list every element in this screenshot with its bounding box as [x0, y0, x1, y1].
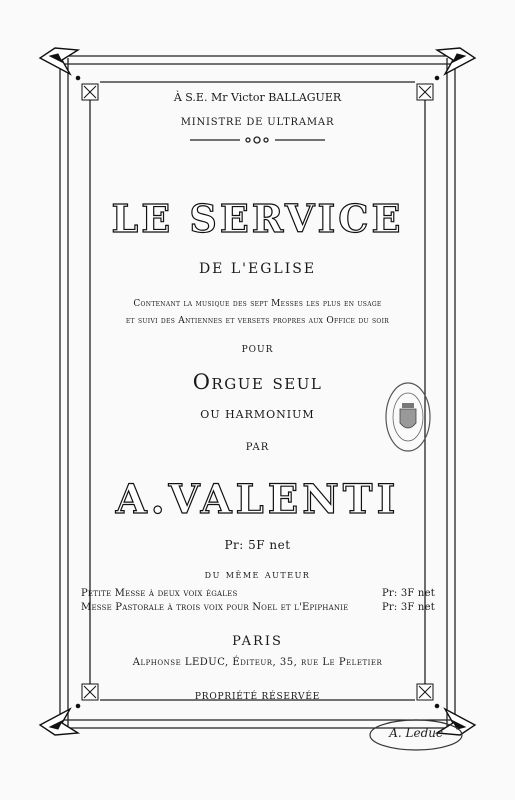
work-title: Messe Pastorale à trois voix pour Noel et l'Epiphanie: [81, 602, 349, 613]
subtitle: DE L'EGLISE: [198, 261, 317, 277]
price: Pr: 5F net: [224, 538, 291, 552]
rights-notice: PROPRIÉTÉ RÉSERVÉE: [194, 692, 321, 702]
dedication: À S.E. Mr Victor BALLAGUER: [173, 91, 342, 104]
library-stamp: [384, 381, 432, 453]
pour-label: POUR: [241, 345, 274, 355]
instrument: Orgue seul: [192, 370, 323, 394]
minister-title: MINISTRE DE ULTRAMAR: [180, 117, 335, 128]
work-title: Petite Messe à deux voix égales: [81, 588, 238, 599]
description-line-1: Contenant la musique des sept Messes les plus en usage: [133, 299, 382, 309]
city: PARIS: [232, 634, 283, 649]
work-price: Pr: 3F net: [382, 602, 435, 613]
description-line-2: et suivi des Antiennes et versets propres aux Office du soir: [125, 316, 390, 326]
work-price: Pr: 3F net: [382, 588, 435, 599]
publisher: Alphonse LEDUC, Éditeur, 35, rue Le Peletier: [132, 657, 383, 668]
main-title: LE SERVICE: [111, 196, 404, 241]
publisher-signature: A. Leduc: [389, 726, 443, 740]
same-author-heading: du même auteur: [204, 568, 311, 581]
composer-name: A.VALENTI: [115, 476, 400, 523]
par-label: PAR: [245, 442, 270, 453]
instrument-alt: OU HARMONIUM: [200, 408, 315, 421]
